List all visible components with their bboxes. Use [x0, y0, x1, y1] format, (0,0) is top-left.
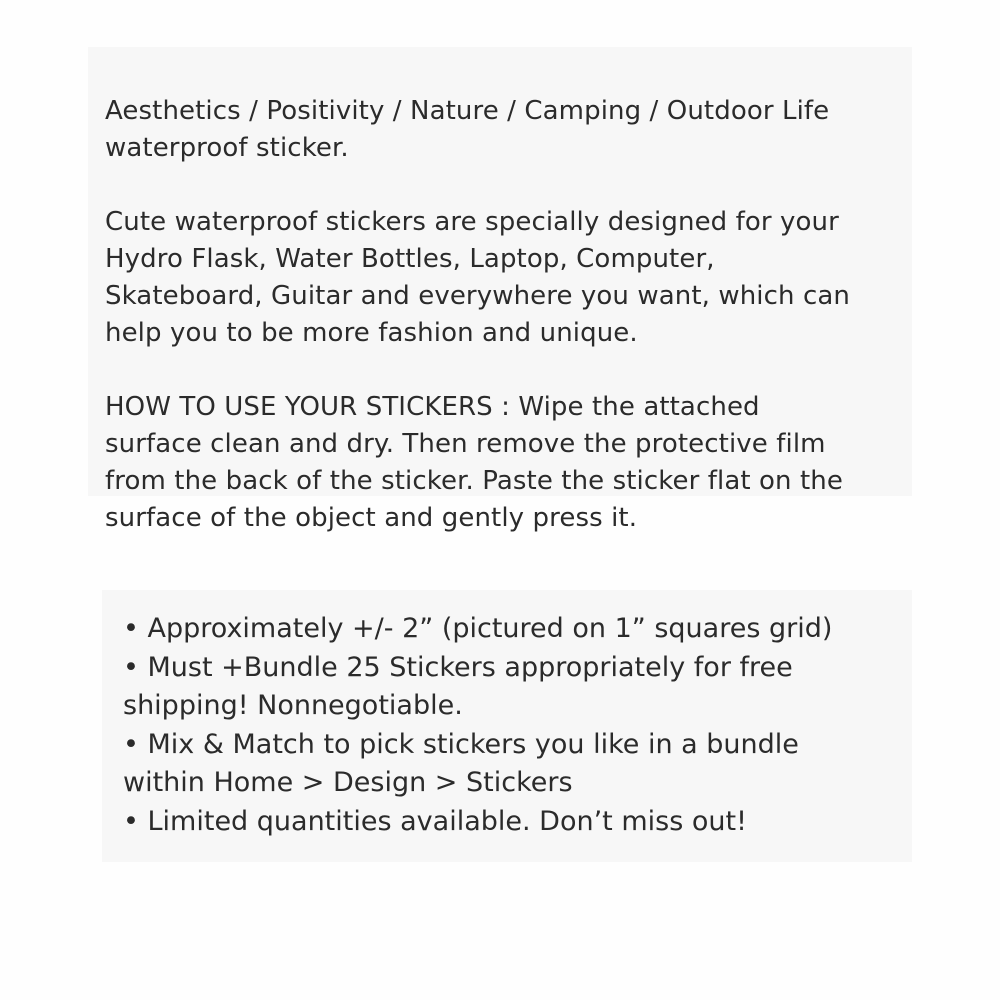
- features-line: Hydro Flask, Water Bottles, Laptop, Computer,: [105, 244, 715, 274]
- intro-line: waterproof sticker.: [105, 133, 349, 163]
- details-line: • Approximately +/- 2” (pictured on 1” squares grid): [123, 613, 833, 644]
- features-line: Cute waterproof stickers are specially designed for your: [105, 207, 839, 237]
- details-list: [123, 610, 832, 841]
- howto-line: HOW TO USE YOUR STICKERS : Wipe the attached: [105, 392, 760, 422]
- howto-line: surface of the object and gently press it.: [105, 503, 638, 533]
- howto-line: surface clean and dry. Then remove the protective film: [105, 429, 826, 459]
- details-line: shipping! Nonnegotiable.: [123, 690, 463, 721]
- details-line: within Home > Design > Stickers: [123, 767, 573, 798]
- howto-paragraph: [105, 389, 843, 537]
- description-panel: [88, 47, 912, 533]
- howto-line: from the back of the sticker. Paste the sticker flat on the: [105, 466, 843, 496]
- features-paragraph: [105, 204, 850, 352]
- intro-line: Aesthetics / Positivity / Nature / Camping / Outdoor Life: [105, 96, 830, 126]
- details-line: • Limited quantities available. Don’t miss out!: [123, 805, 747, 837]
- details-line: • Must +Bundle 25 Stickers appropriately for free: [123, 651, 793, 683]
- features-line: Skateboard, Guitar and everywhere you want, which can: [105, 281, 850, 311]
- features-line: help you to be more fashion and unique.: [105, 318, 638, 348]
- intro-paragraph: [105, 93, 829, 167]
- details-line: • Mix & Match to pick stickers you like in a bundle: [123, 728, 799, 760]
- details-panel: [102, 590, 912, 862]
